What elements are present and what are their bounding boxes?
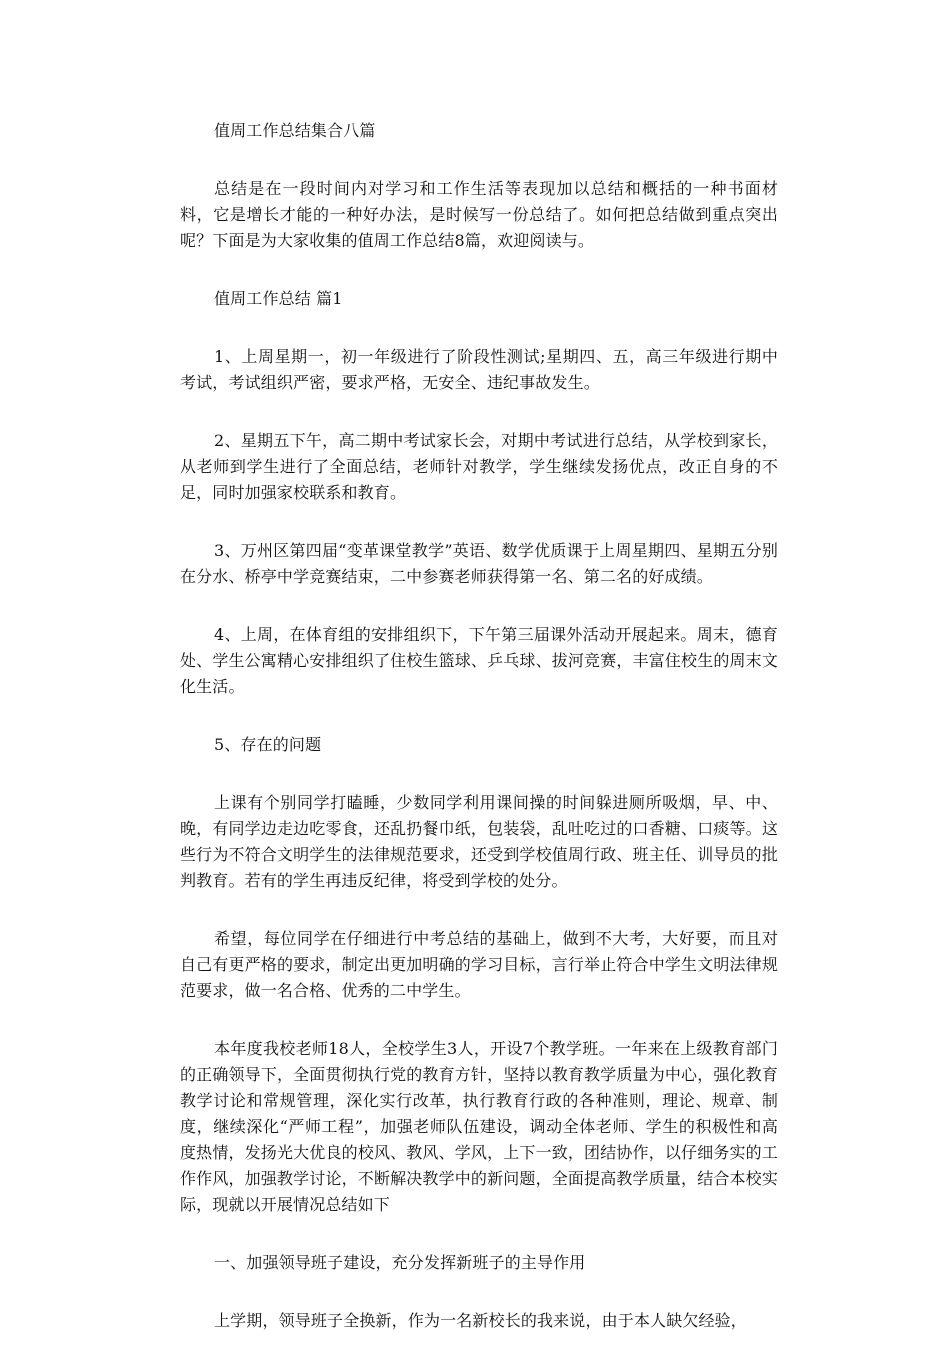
paragraph: 上课有个别同学打瞌睡，少数同学利用课间操的时间躲进厕所吸烟，早、中、晚，有同学边走边吃零食，还乱扔餐巾纸，包装袋，乱吐吃过的口香糖、口痰等。这些行为不符合文明学生的法律规范要求，还受到学校值周行政、班主任、训导员的批判教育。若有的学生再违反纪律，将受到学校的处分。 [180, 793, 778, 890]
document-body [180, 118, 778, 1366]
section-heading: 一、加强领导班子建设，充分发挥新班子的主导作用 [214, 1253, 586, 1272]
section-heading: 值周工作总结 篇1 [214, 289, 343, 308]
paragraph: 上学期，领导班子全换新，作为一名新校长的我来说，由于本人缺欠经验， [214, 1311, 747, 1330]
paragraph: 1、上周星期一，初一年级进行了阶段性测试;星期四、五，高三年级进行期中考试，考试组织严密，要求严格，无安全、违纪事故发生。 [180, 347, 778, 392]
paragraph: 4、上周，在体育组的安排组织下，下午第三届课外活动开展起来。周末，德育处、学生公寓精心安排组织了住校生篮球、乒乓球、拔河竞赛，丰富住校生的周末文化生活。 [180, 625, 778, 696]
paragraph: 2、星期五下午，高二期中考试家长会，对期中考试进行总结，从学校到家长，从老师到学生进行了全面总结，老师针对教学，学生继续发扬优点，改正自身的不足，同时加强家校联系和教育。 [180, 431, 778, 502]
paragraph: 3、万州区第四届“变革课堂教学”英语、数学优质课于上周星期四、星期五分别在分水、桥亭中学竞赛结束，二中参赛老师获得第一名、第二名的好成绩。 [180, 541, 778, 586]
intro-paragraph: 总结是在一段时间内对学习和工作生活等表现加以总结和概括的一种书面材料，它是增长才能的一种好办法，是时候写一份总结了。如何把总结做到重点突出呢？下面是为大家收集的值周工作总结8篇，欢迎阅读与。 [180, 179, 778, 250]
paragraph: 本年度我校老师18人，全校学生3人，开设7个教学班。一年来在上级教育部门的正确领导下，全面贯彻执行党的教育方针，坚持以教育教学质量为中心，强化教育教学讨论和常规管理，深化实行改革，执行教育行政的各种准则，理论、规章、制度，继续深化“严师工程”，加强老师队伍建设，调动全体老师、学生的积极性和高度热情，发扬光大优良的校风、教风、学风，上下一致，团结协作，以仔细务实的工作作风，加强教学讨论，不断解决教学中的新问题，全面提高教学质量，结合本校实际，现就以开展情况总结如下 [180, 1039, 778, 1214]
paragraph: 希望，每位同学在仔细进行中考总结的基础上，做到不大考，大好要，而且对自己有更严格的要求，制定出更加明确的学习目标，言行举止符合中学生文明法律规范要求，做一名合格、优秀的二中学生。 [180, 929, 778, 1000]
document-title: 值周工作总结集合八篇 [214, 121, 376, 140]
section-heading: 5、存在的问题 [214, 735, 322, 754]
